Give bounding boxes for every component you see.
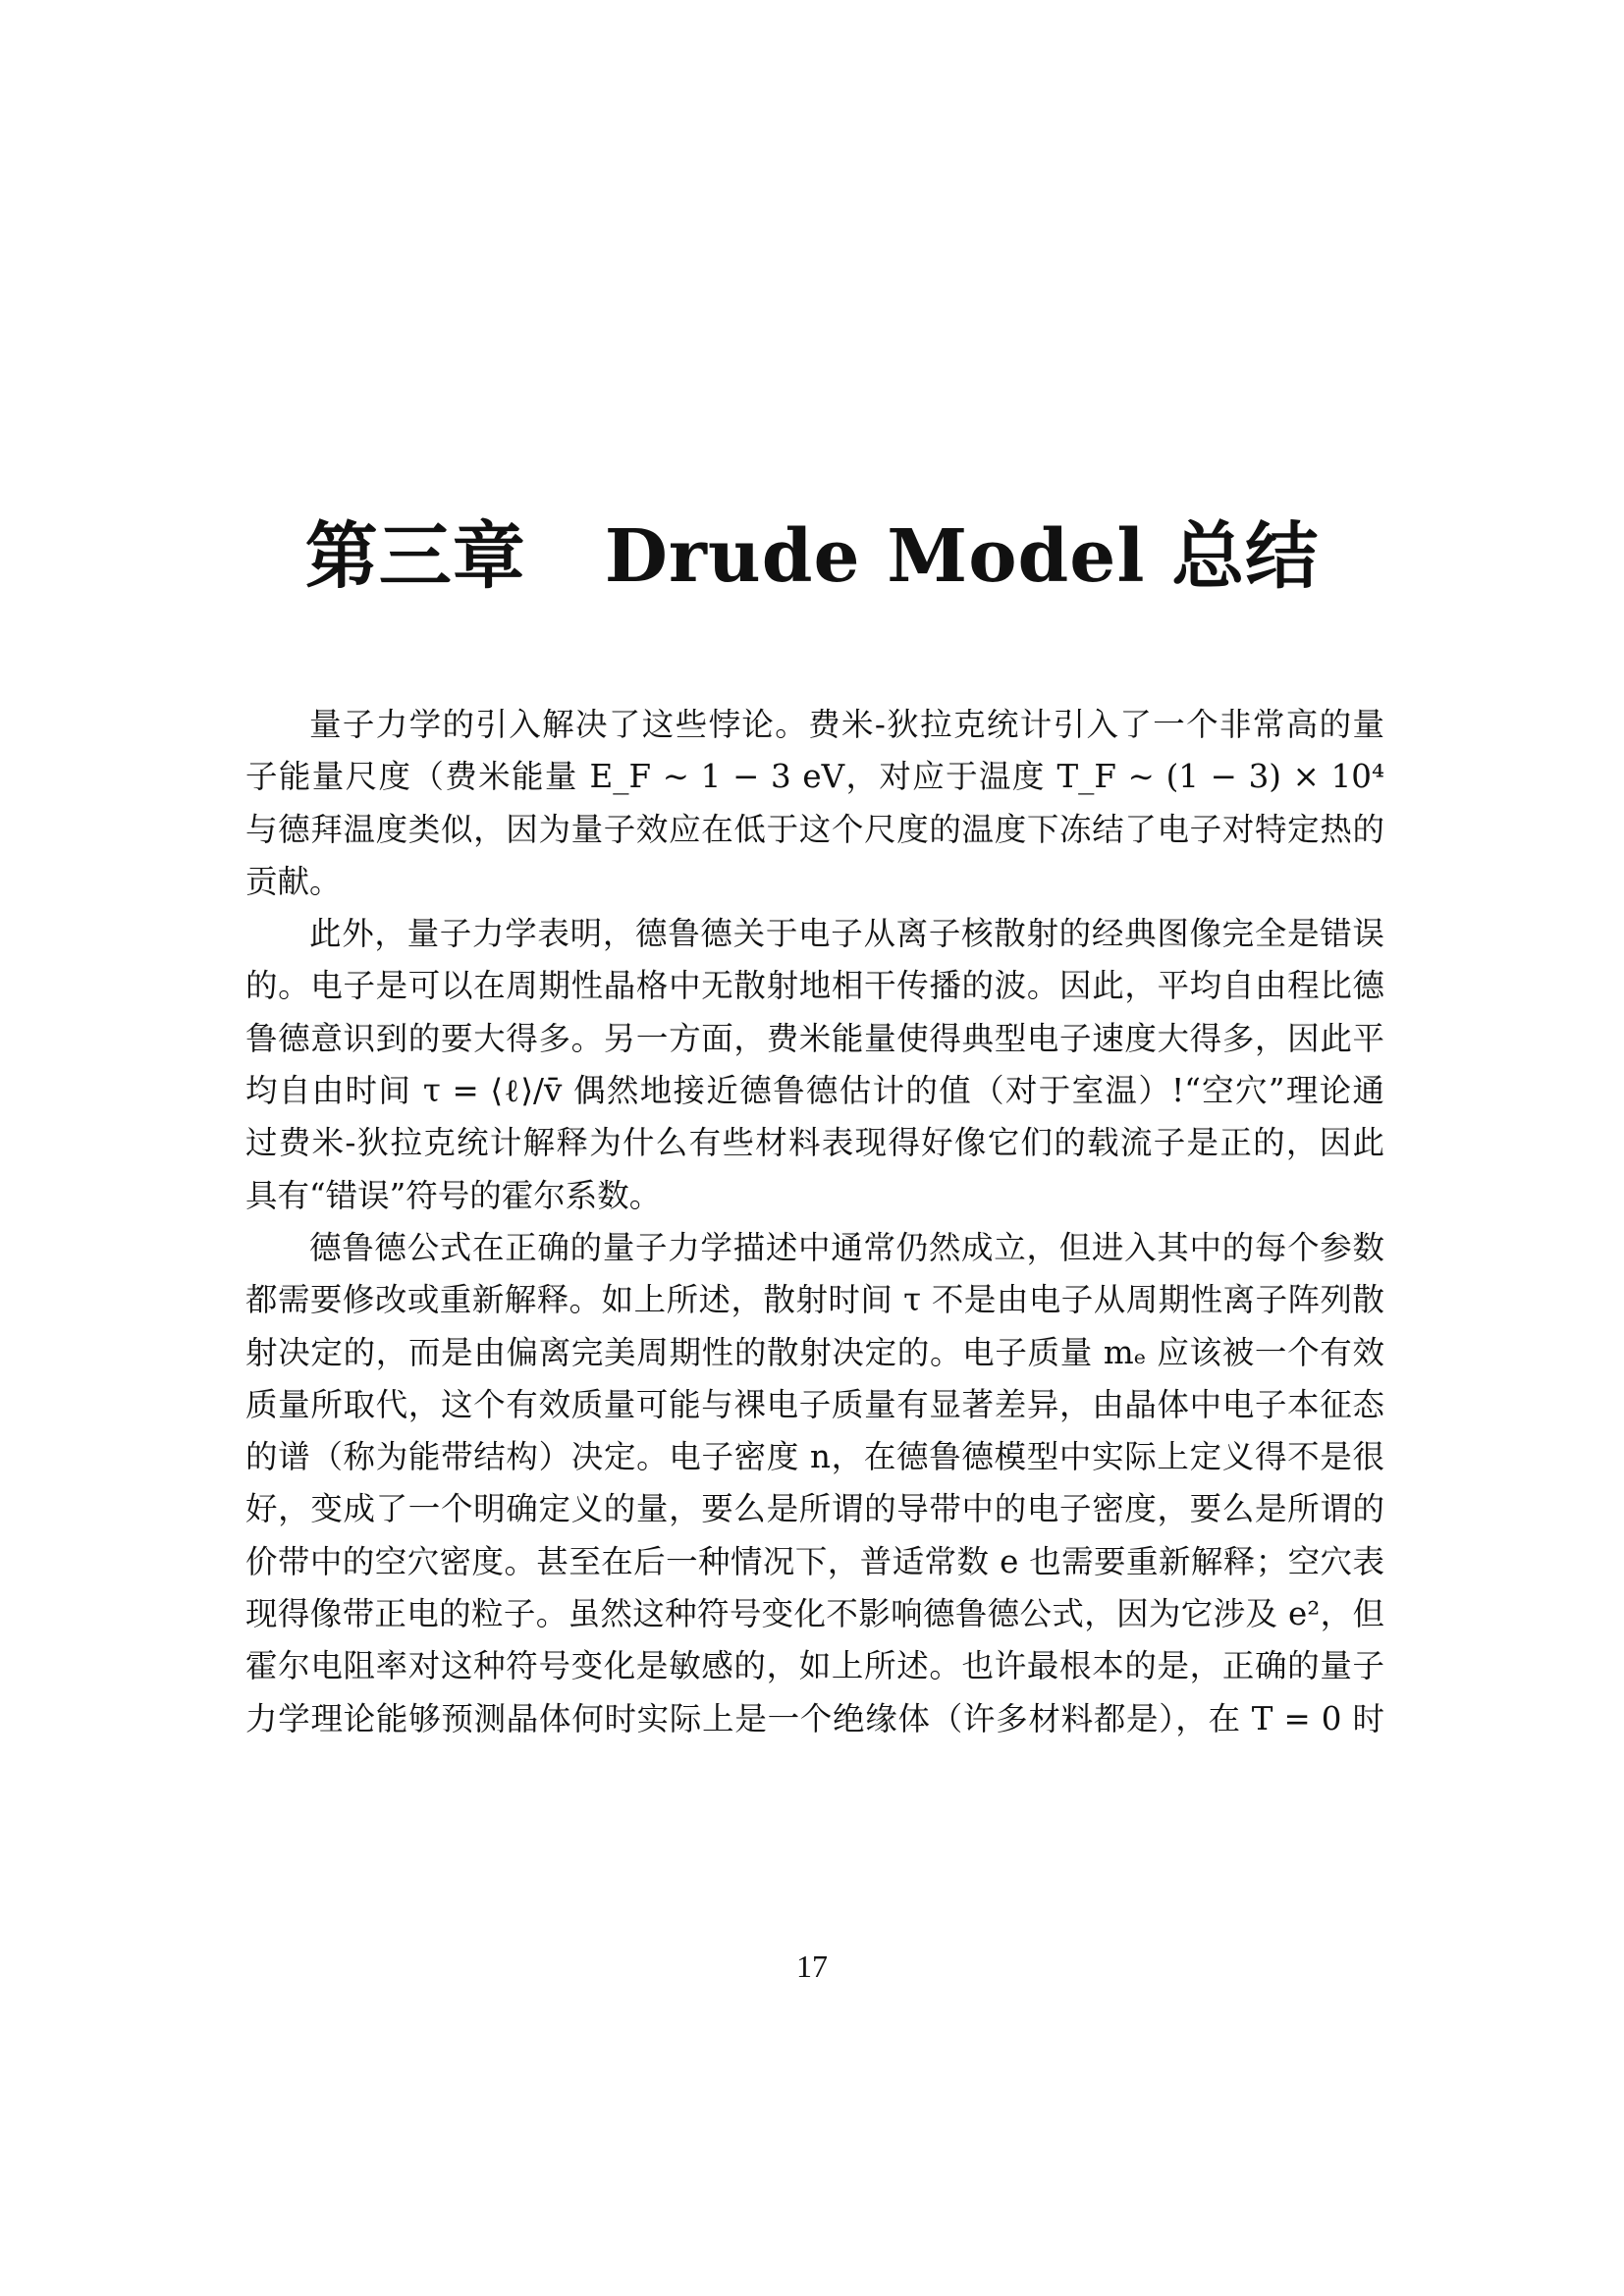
text-line: 德鲁德公式在正确的量子力学描述中通常仍然成立，但进入其中的每个参数	[309, 1228, 1384, 1266]
text-line: 量子力学的引入解决了这些悖论。费米-狄拉克统计引入了一个非常高的量	[309, 706, 1384, 743]
page-number: 17	[796, 1949, 828, 1984]
paragraph-2	[245, 908, 1384, 1222]
text-line: 的。电子是可以在周期性晶格中无散射地相干传播的波。因此，平均自由程比德	[245, 967, 1384, 1005]
text-line: 都需要修改或重新解释。如上所述，散射时间 τ 不是由电子从周期性离子阵列散	[245, 1281, 1384, 1319]
chapter-number: 第三章	[304, 514, 526, 599]
text-line: 现得像带正电的粒子。虽然这种符号变化不影响德鲁德公式，因为它涉及 e²，但	[245, 1595, 1384, 1633]
text-line: 的谱（称为能带结构）决定。电子密度 n，在德鲁德模型中实际上定义得不是很	[245, 1438, 1384, 1476]
text-line: 力学理论能够预测晶体何时实际上是一个绝缘体（许多材料都是），在 T = 0 时	[245, 1699, 1384, 1737]
chapter-heading	[0, 499, 1624, 603]
body-text	[245, 699, 1384, 1745]
paragraph-3	[245, 1222, 1384, 1745]
text-line: 具有“错误”符号的霍尔系数。	[245, 1176, 662, 1214]
paragraph-1	[245, 699, 1384, 908]
text-line: 鲁德意识到的要大得多。另一方面，费米能量使得典型电子速度大得多，因此平	[245, 1019, 1384, 1057]
text-line: 过费米-狄拉克统计解释为什么有些材料表现得好像它们的载流子是正的，因此	[245, 1124, 1384, 1162]
text-line: 霍尔电阻率对这种符号变化是敏感的，如上所述。也许最根本的是，正确的量子	[245, 1647, 1384, 1685]
text-line: 子能量尺度（费米能量 E_F ∼ 1 − 3 eV，对应于温度 T_F ∼ (1 − 3) × 10⁴	[245, 758, 1384, 796]
text-line: 均自由时间 τ = ⟨ℓ⟩/v̄ 偶然地接近德鲁德估计的值（对于室温）!“空穴”理论通	[245, 1072, 1384, 1110]
text-line: 射决定的，而是由偏离完美周期性的散射决定的。电子质量 mₑ 应该被一个有效	[245, 1333, 1384, 1371]
text-line: 贡献。	[245, 862, 342, 900]
text-line: 价带中的空穴密度。甚至在后一种情况下，普适常数 e 也需要重新解释；空穴表	[245, 1542, 1384, 1580]
text-line: 好，变成了一个明确定义的量，要么是所谓的导带中的电子密度，要么是所谓的	[245, 1490, 1384, 1528]
text-line: 此外，量子力学表明，德鲁德关于电子从离子核散射的经典图像完全是错误	[309, 915, 1384, 953]
text-line: 质量所取代，这个有效质量可能与裸电子质量有显著差异，由晶体中电子本征态	[245, 1385, 1384, 1423]
chapter-title-text: Drude Model 总结	[604, 514, 1320, 599]
text-line: 与德拜温度类似，因为量子效应在低于这个尺度的温度下冻结了电子对特定热的	[245, 810, 1384, 848]
